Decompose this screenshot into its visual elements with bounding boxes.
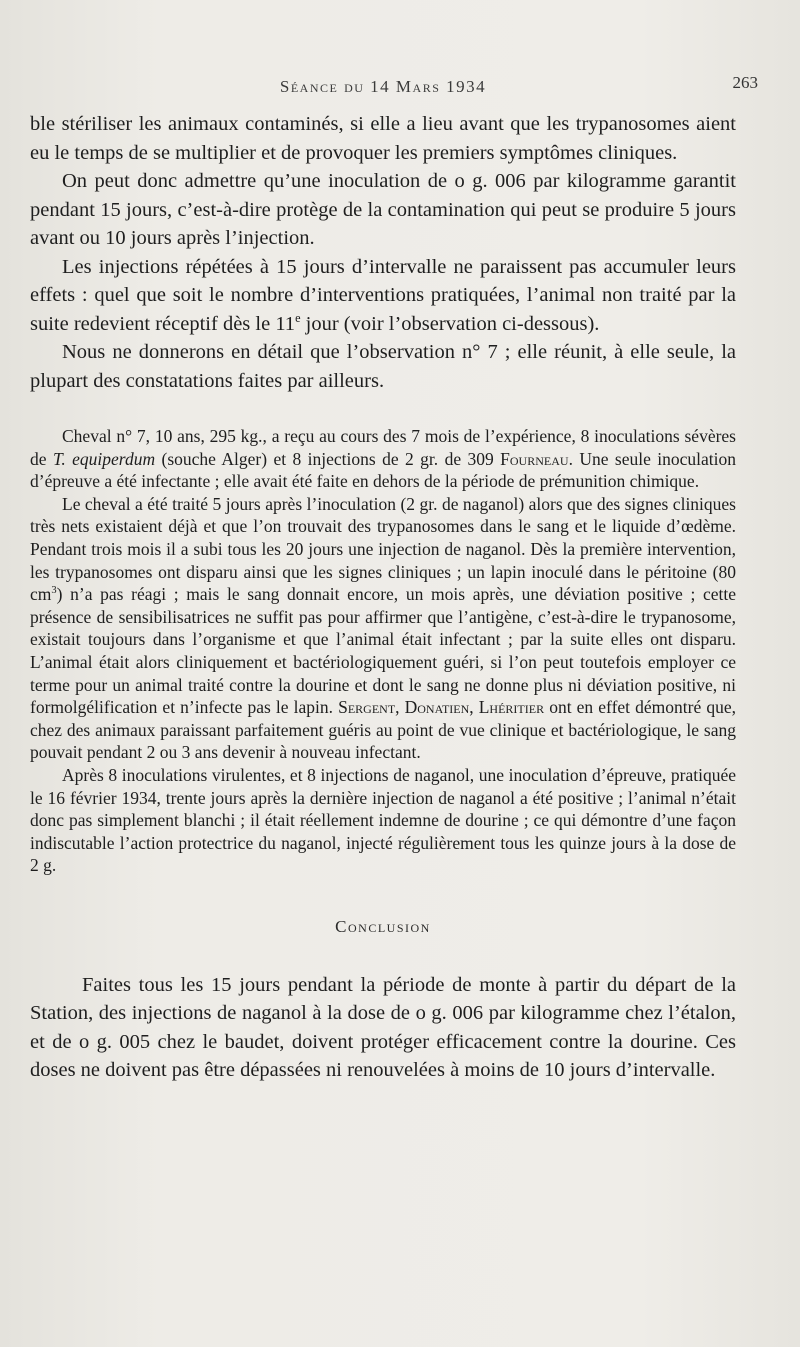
- paragraph: [30, 253, 736, 339]
- observation-block: [30, 425, 736, 877]
- conclusion-heading: Conclusion: [335, 916, 431, 936]
- conclusion-paragraph: Faites tous les 15 jours pendant la période de monte à partir du départ de la Station, des injections de naganol à la dose de o g. 006 par kilogramme chez l’étalon, et de o g. 005 chez le baudet, doivent protéger efficacement contre la dourine. Ces doses ne doivent pas être dépassées ni renouvelées à moins de 10 jours d’intervalle.: [30, 973, 736, 1082]
- observation-text: (souche Alger) et 8 injections de 2 gr. de 309: [155, 448, 501, 469]
- paragraph-text: Les injections répétées à 15 jours d’intervalle ne paraissent pas accumuler leurs effets : quel que soit le nombre d’interventions pratiquées, l’animal non traité par la suite redevient réceptif dès le 11: [30, 255, 736, 335]
- paragraph: Nous ne donnerons en détail que l’observation n° 7 ; elle réunit, à elle seule, la plupart des constatations faites par ailleurs.: [30, 341, 736, 392]
- running-title: Séance du 14 Mars 1934: [279, 77, 487, 96]
- observation-text: Le cheval a été traité 5 jours après l’inoculation (2 gr. de naganol) alors que des signes cliniques très nets existaient déjà et que l’on trouvait des trypanosomes dans le sang et le liquide d’œdème. Pendant trois mois il a subi tous les 20 jours une injection de naganol. Dès la première intervention, les trypanosomes ont disparu ainsi que les signes cliniques ; un lapin inoculé dans le péritoine (80 cm: [30, 493, 736, 605]
- superscript: e: [295, 310, 301, 325]
- observation-text: . Une seule inoculation d’épreuve a été infectante ; elle avait été faite en dehors de la période de prémunition chimique.: [30, 448, 736, 492]
- main-text: [30, 110, 736, 395]
- paragraph: On peut donc admettre qu’une inoculation de o g. 006 par kilogramme garantit pendant 15 jours, c’est-à-dire protège de la contamination qui peut se produire 5 jours avant ou 10 jours après l’injection.: [30, 170, 736, 249]
- author-name: Fourneau: [500, 448, 569, 469]
- observation-paragraph: [30, 493, 736, 764]
- species-name: T. equiperdum: [52, 448, 156, 469]
- observation-paragraph: Après 8 inoculations virulentes, et 8 injections de naganol, une inoculation d’épreuve, pratiquée le 16 février 1934, trente jours après la dernière injection de naganol a été positive ; l’animal n’était donc pas simplement blanchi ; il était réellement indemne de dourine ; ce qui démontre d’une façon indiscutable l’action protectrice du naganol, injecté régulièrement tous les quinze jours à la dose de 2 g.: [30, 764, 736, 876]
- observation-text: ont en effet démontré que, chez des animaux paraissant parfaitement guéris au point de vue clinique et bactériologique, le sang pouvait pendant 2 ou 3 ans devenir à nouveau infectant.: [30, 697, 736, 763]
- paragraph: ble stériliser les animaux contaminés, si elle a lieu avant que les trypanosomes aient eu le temps de se multiplier et de provoquer les premiers symptômes cliniques.: [30, 113, 736, 164]
- superscript: 3: [51, 585, 57, 597]
- running-header: [30, 0, 758, 110]
- observation-text: Cheval n° 7, 10 ans, 295 kg., a reçu au cours des 7 mois de l’expérience, 8 inoculations sévères de: [30, 426, 736, 469]
- observation-paragraph: [30, 425, 736, 493]
- page-number: 263: [732, 73, 758, 92]
- conclusion-section: [30, 971, 736, 1085]
- author-names: Sergent, Donatien, Lhéritier: [338, 697, 545, 718]
- observation-text: ) n’a pas réagi ; mais le sang donnait encore, un mois après, une déviation positive ; cette présence de sensibilisatrices ne suffit pas pour affirmer que l’antigène, c’est-à-dire le trypanosome, existait toujours dans l’organisme et que l’animal était infectant ; par la suite elles ont disparu. L’animal était alors cliniquement et bactériologiquement guéri, si l’on peut toutefois employer ce terme pour un animal traité contre la dourine et dont le sang ne donne plus ni déviation positive, ni formolgélification et n’infecte pas le lapin.: [30, 584, 736, 718]
- paragraph-text: jour (voir l’observation ci-dessous).: [300, 312, 600, 335]
